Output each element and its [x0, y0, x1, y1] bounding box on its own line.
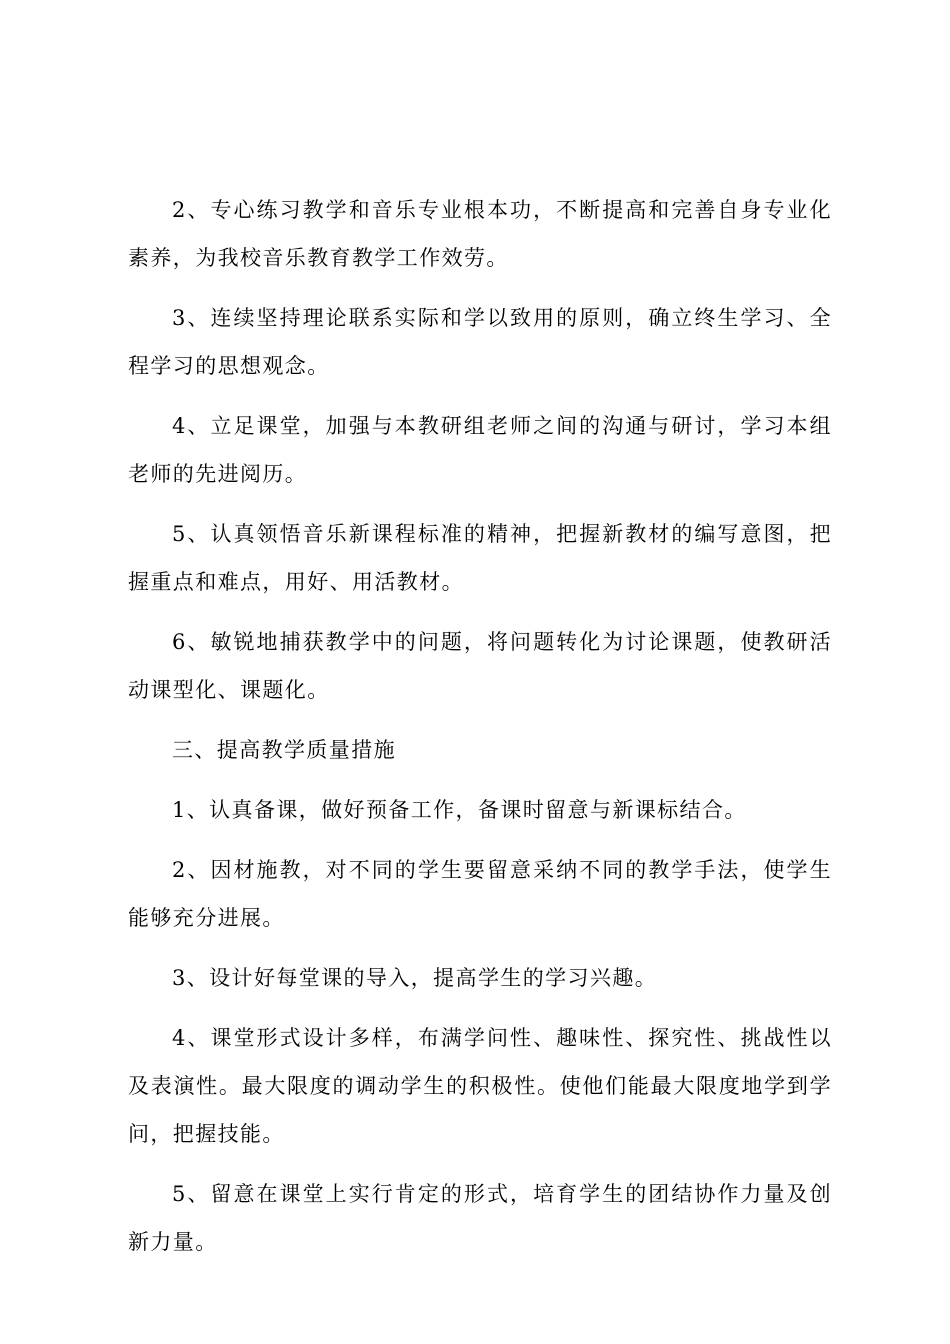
paragraph-item-6: 6、敏锐地捕获教学中的问题，将问题转化为讨论课题，使教研活动课型化、课题化。: [128, 630, 832, 702]
measure-item-5: 5、留意在课堂上实行肯定的形式，培育学生的团结协作力量及创新力量。: [128, 1182, 832, 1254]
document-body: [128, 186, 832, 1278]
paragraph-item-5: 5、认真领悟音乐新课程标准的精神，把握新教材的编写意图，把握重点和难点，用好、用活教材。: [128, 522, 832, 594]
measure-item-4: 4、课堂形式设计多样，布满学问性、趣味性、探究性、挑战性以及表演性。最大限度的调动学生的积极性。使他们能最大限度地学到学问，把握技能。: [128, 1026, 832, 1146]
measure-item-3: 3、设计好每堂课的导入，提高学生的学习兴趣。: [172, 966, 658, 990]
paragraph-item-4: 4、立足课堂，加强与本教研组老师之间的沟通与研讨，学习本组老师的先进阅历。: [128, 414, 832, 486]
measure-item-2: 2、因材施教，对不同的学生要留意采纳不同的教学手法，使学生能够充分进展。: [128, 858, 832, 930]
paragraph-item-2: 2、专心练习教学和音乐专业根本功，不断提高和完善自身专业化素养，为我校音乐教育教学工作效劳。: [128, 198, 832, 270]
measure-item-1: 1、认真备课，做好预备工作，备课时留意与新课标结合。: [172, 798, 747, 822]
section-heading: 三、提高教学质量措施: [172, 738, 396, 762]
paragraph-item-3: 3、连续坚持理论联系实际和学以致用的原则，确立终生学习、全程学习的思想观念。: [128, 306, 832, 378]
